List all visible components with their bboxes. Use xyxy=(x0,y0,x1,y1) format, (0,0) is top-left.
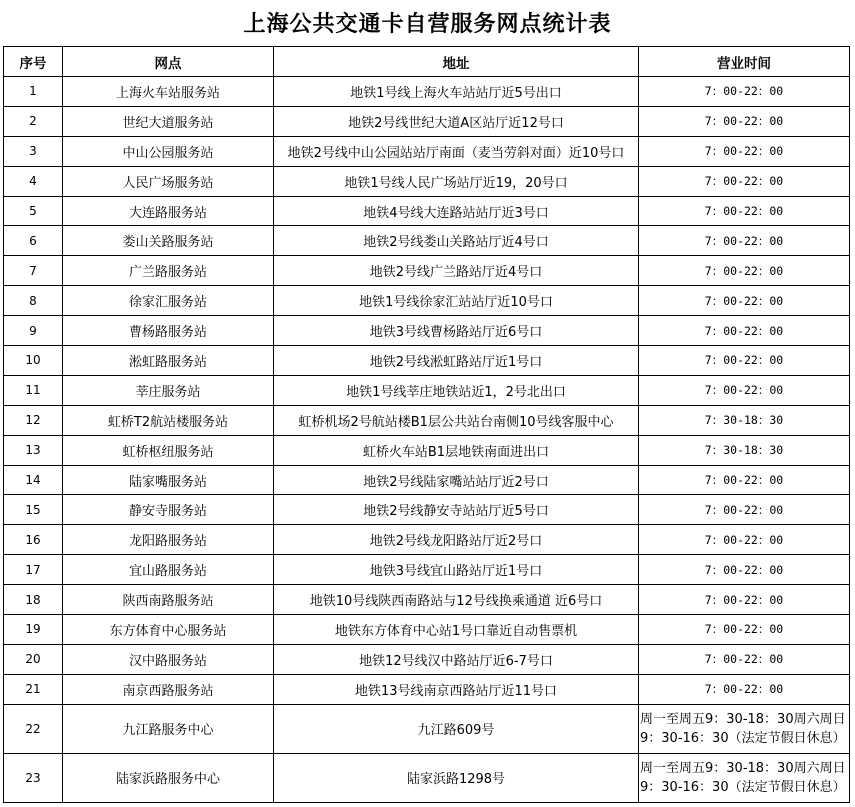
cell-station: 莘庄服务站 xyxy=(63,375,274,405)
header-row xyxy=(4,47,850,77)
cell-station: 徐家汇服务站 xyxy=(63,286,274,316)
cell-index: 6 xyxy=(4,226,63,256)
cell-index: 8 xyxy=(4,286,63,316)
cell-address: 地铁12号线汉中路站厅近6-7号口 xyxy=(274,644,639,674)
table-row xyxy=(4,166,850,196)
cell-station: 东方体育中心服务站 xyxy=(63,615,274,645)
cell-address: 地铁2号线广兰路站厅近4号口 xyxy=(274,256,639,286)
table-row xyxy=(4,346,850,376)
cell-hours: 7：30-18：30 xyxy=(639,405,850,435)
cell-hours: 7：00-22：00 xyxy=(639,106,850,136)
cell-address: 地铁3号线曹杨路站厅近6号口 xyxy=(274,316,639,346)
cell-station: 上海火车站服务站 xyxy=(63,77,274,107)
cell-index: 5 xyxy=(4,196,63,226)
cell-address: 地铁1号线上海火车站站厅近5号出口 xyxy=(274,77,639,107)
cell-station: 中山公园服务站 xyxy=(63,136,274,166)
cell-station: 虹桥枢纽服务站 xyxy=(63,435,274,465)
cell-hours: 7：00-22：00 xyxy=(639,286,850,316)
cell-address: 地铁1号线人民广场站厅近19，20号口 xyxy=(274,166,639,196)
cell-station: 人民广场服务站 xyxy=(63,166,274,196)
cell-address: 地铁2号线中山公园站站厅南面（麦当劳斜对面）近10号口 xyxy=(274,136,639,166)
table-row xyxy=(4,106,850,136)
cell-hours: 7：00-22：00 xyxy=(639,465,850,495)
cell-station: 南京西路服务站 xyxy=(63,674,274,704)
cell-index: 17 xyxy=(4,555,63,585)
cell-index: 21 xyxy=(4,674,63,704)
cell-hours: 7：00-22：00 xyxy=(639,77,850,107)
cell-address: 地铁2号线龙阳路站厅近2号口 xyxy=(274,525,639,555)
cell-hours: 7：00-22：00 xyxy=(639,316,850,346)
cell-station: 陆家嘴服务站 xyxy=(63,465,274,495)
cell-hours: 7：00-22：00 xyxy=(639,166,850,196)
cell-station: 虹桥T2航站楼服务站 xyxy=(63,405,274,435)
table-row xyxy=(4,644,850,674)
cell-address: 地铁3号线宜山路站厅近1号口 xyxy=(274,555,639,585)
table-row xyxy=(4,704,850,753)
cell-address: 地铁2号线娄山关路站厅近4号口 xyxy=(274,226,639,256)
cell-index: 7 xyxy=(4,256,63,286)
cell-station: 陆家浜路服务中心 xyxy=(63,753,274,802)
cell-hours: 7：00-22：00 xyxy=(639,226,850,256)
cell-index: 19 xyxy=(4,615,63,645)
cell-address: 地铁2号线静安寺站站厅近5号口 xyxy=(274,495,639,525)
cell-index: 18 xyxy=(4,585,63,615)
table-row xyxy=(4,495,850,525)
table-row xyxy=(4,555,850,585)
table-row xyxy=(4,674,850,704)
header-hours: 营业时间 xyxy=(639,47,850,77)
cell-address: 地铁10号线陕西南路站与12号线换乘通道 近6号口 xyxy=(274,585,639,615)
cell-hours: 7：00-22：00 xyxy=(639,136,850,166)
table-row xyxy=(4,136,850,166)
cell-hours: 7：00-22：00 xyxy=(639,346,850,376)
cell-hours: 7：00-22：00 xyxy=(639,555,850,585)
table-row xyxy=(4,525,850,555)
cell-address: 地铁2号线淞虹路站厅近1号口 xyxy=(274,346,639,376)
cell-address: 地铁2号线世纪大道A区站厅近12号口 xyxy=(274,106,639,136)
cell-hours: 7：00-22：00 xyxy=(639,495,850,525)
cell-station: 世纪大道服务站 xyxy=(63,106,274,136)
cell-station: 淞虹路服务站 xyxy=(63,346,274,376)
cell-station: 宜山路服务站 xyxy=(63,555,274,585)
cell-address: 地铁1号线徐家汇站站厅近10号口 xyxy=(274,286,639,316)
cell-station: 静安寺服务站 xyxy=(63,495,274,525)
cell-address: 虹桥机场2号航站楼B1层公共站台南侧10号线客服中心 xyxy=(274,405,639,435)
cell-address: 虹桥火车站B1层地铁南面进出口 xyxy=(274,435,639,465)
header-address: 地址 xyxy=(274,47,639,77)
cell-station: 曹杨路服务站 xyxy=(63,316,274,346)
table-row xyxy=(4,196,850,226)
cell-index: 1 xyxy=(4,77,63,107)
cell-station: 陕西南路服务站 xyxy=(63,585,274,615)
cell-hours: 7：30-18：30 xyxy=(639,435,850,465)
cell-index: 9 xyxy=(4,316,63,346)
cell-index: 16 xyxy=(4,525,63,555)
header-station: 网点 xyxy=(63,47,274,77)
cell-index: 23 xyxy=(4,753,63,802)
cell-hours: 周一至周五9：30-18：30周六周日9：30-16：30（法定节假日休息） xyxy=(639,704,850,753)
header-index: 序号 xyxy=(4,47,63,77)
cell-index: 11 xyxy=(4,375,63,405)
table-row xyxy=(4,286,850,316)
cell-address: 陆家浜路1298号 xyxy=(274,753,639,802)
cell-hours: 7：00-22：00 xyxy=(639,615,850,645)
cell-station: 龙阳路服务站 xyxy=(63,525,274,555)
table-row xyxy=(4,256,850,286)
cell-hours: 7：00-22：00 xyxy=(639,674,850,704)
table-row xyxy=(4,375,850,405)
table-row xyxy=(4,77,850,107)
cell-station: 广兰路服务站 xyxy=(63,256,274,286)
service-station-table xyxy=(3,46,850,803)
cell-hours: 7：00-22：00 xyxy=(639,256,850,286)
cell-hours: 周一至周五9：30-18：30周六周日9：30-16：30（法定节假日休息） xyxy=(639,753,850,802)
cell-index: 13 xyxy=(4,435,63,465)
cell-station: 九江路服务中心 xyxy=(63,704,274,753)
table-row xyxy=(4,405,850,435)
table-row xyxy=(4,615,850,645)
cell-hours: 7：00-22：00 xyxy=(639,375,850,405)
cell-index: 3 xyxy=(4,136,63,166)
table-row xyxy=(4,465,850,495)
cell-index: 15 xyxy=(4,495,63,525)
cell-index: 20 xyxy=(4,644,63,674)
cell-hours: 7：00-22：00 xyxy=(639,196,850,226)
cell-address: 地铁2号线陆家嘴站站厅近2号口 xyxy=(274,465,639,495)
cell-address: 地铁东方体育中心站1号口靠近自动售票机 xyxy=(274,615,639,645)
cell-station: 娄山关路服务站 xyxy=(63,226,274,256)
cell-address: 地铁4号线大连路站站厅近3号口 xyxy=(274,196,639,226)
table-row xyxy=(4,753,850,802)
cell-hours: 7：00-22：00 xyxy=(639,585,850,615)
table-row xyxy=(4,226,850,256)
cell-address: 地铁1号线莘庄地铁站近1，2号北出口 xyxy=(274,375,639,405)
cell-address: 地铁13号线南京西路站厅近11号口 xyxy=(274,674,639,704)
table-row xyxy=(4,316,850,346)
cell-station: 大连路服务站 xyxy=(63,196,274,226)
cell-index: 22 xyxy=(4,704,63,753)
cell-hours: 7：00-22：00 xyxy=(639,644,850,674)
table-row xyxy=(4,435,850,465)
table-row xyxy=(4,585,850,615)
cell-index: 10 xyxy=(4,346,63,376)
cell-index: 14 xyxy=(4,465,63,495)
cell-index: 12 xyxy=(4,405,63,435)
cell-hours: 7：00-22：00 xyxy=(639,525,850,555)
cell-index: 4 xyxy=(4,166,63,196)
table-body xyxy=(4,77,850,803)
cell-station: 汉中路服务站 xyxy=(63,644,274,674)
cell-address: 九江路609号 xyxy=(274,704,639,753)
cell-index: 2 xyxy=(4,106,63,136)
page-title: 上海公共交通卡自营服务网点统计表 xyxy=(243,12,612,37)
